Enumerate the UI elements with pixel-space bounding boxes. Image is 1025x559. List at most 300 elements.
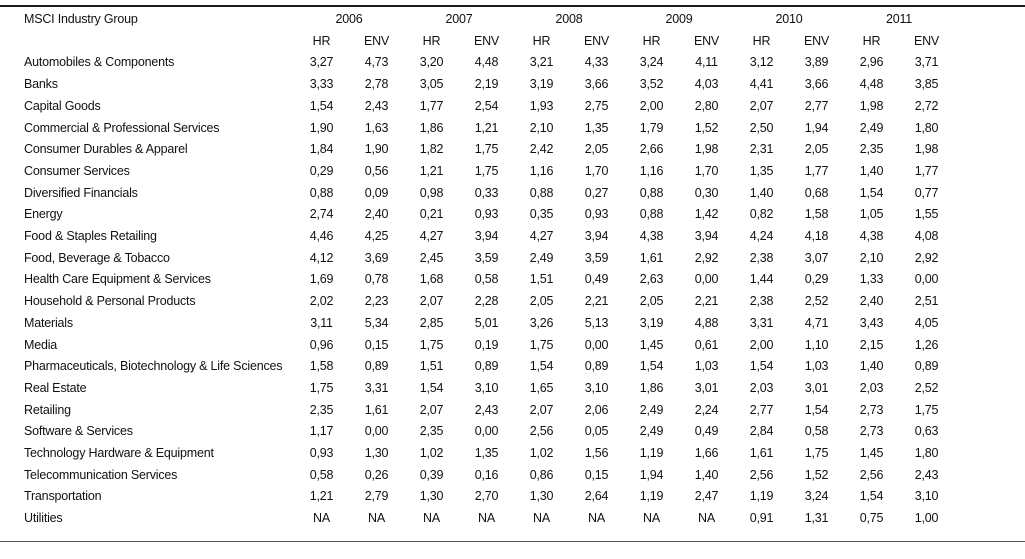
env-value-cell: 0,89 xyxy=(584,359,609,374)
hr-value-cell: 0,86 xyxy=(529,467,554,482)
hr-value-cell: 4,24 xyxy=(749,229,774,244)
hr-value-cell: 1,02 xyxy=(419,446,444,461)
hr-value-cell: 1,35 xyxy=(749,163,774,178)
table-row xyxy=(18,400,954,422)
industry-name: Pharmaceuticals, Biotechnology & Life Sciences xyxy=(24,359,283,374)
hr-value-cell: 1,30 xyxy=(419,489,444,504)
env-value-cell: NA xyxy=(588,511,605,526)
hr-value-cell: 4,27 xyxy=(419,229,444,244)
hr-value-cell: 1,54 xyxy=(859,489,884,504)
env-value-cell: 3,89 xyxy=(804,55,829,70)
env-value-cell: 3,59 xyxy=(474,250,499,265)
hr-value-cell: 3,31 xyxy=(749,315,774,330)
industry-name: Consumer Durables & Apparel xyxy=(24,142,188,157)
env-value-cell: 2,75 xyxy=(584,98,609,113)
env-value-cell: 3,01 xyxy=(804,380,829,395)
hr-value-cell: 3,33 xyxy=(309,77,334,92)
env-value-cell: 0,00 xyxy=(364,424,389,439)
env-value-cell: 2,24 xyxy=(694,402,719,417)
hr-value-cell: 3,11 xyxy=(310,315,333,330)
env-value-cell: NA xyxy=(368,511,385,526)
hr-value-cell: 2,74 xyxy=(309,207,334,222)
env-value-cell: 3,10 xyxy=(914,489,939,504)
industry-name: Telecommunication Services xyxy=(24,467,178,482)
hr-value-cell: 2,96 xyxy=(859,55,884,70)
env-value-cell: 2,47 xyxy=(694,489,719,504)
industry-name: Banks xyxy=(24,77,58,92)
hr-value-cell: 0,91 xyxy=(749,511,774,526)
env-value-cell: 2,77 xyxy=(804,98,829,113)
hr-value-cell: NA xyxy=(313,511,330,526)
env-value-cell: 1,61 xyxy=(364,402,389,417)
table-row xyxy=(18,508,954,530)
env-value-cell: 1,70 xyxy=(694,163,719,178)
env-value-cell: 2,28 xyxy=(474,294,499,309)
env-value-cell: 1,31 xyxy=(804,511,829,526)
env-value-cell: 2,40 xyxy=(364,207,389,222)
env-value-cell: 3,69 xyxy=(364,250,389,265)
hr-value-cell: 0,58 xyxy=(309,467,334,482)
hr-value-cell: 2,00 xyxy=(749,337,774,352)
hr-value-cell: 2,07 xyxy=(529,402,554,417)
hr-value-cell: 2,35 xyxy=(859,142,884,157)
hr-value-cell: 1,84 xyxy=(309,142,334,157)
env-value-cell: 2,43 xyxy=(364,98,389,113)
hr-value-cell: 0,88 xyxy=(639,207,664,222)
hr-value-cell: 3,12 xyxy=(749,55,774,70)
env-value-cell: NA xyxy=(698,511,715,526)
hr-value-cell: 2,38 xyxy=(749,250,774,265)
hr-value-cell: 1,19 xyxy=(749,489,774,504)
year-header: 2007 xyxy=(445,12,473,26)
hr-header: HR xyxy=(862,33,881,48)
hr-value-cell: 2,35 xyxy=(309,402,334,417)
empty-header-cell xyxy=(18,31,294,53)
hr-value-cell: 0,82 xyxy=(749,207,774,222)
env-value-cell: 2,05 xyxy=(584,142,609,157)
env-value-cell: 1,54 xyxy=(804,402,829,417)
hr-value-cell: 1,86 xyxy=(419,120,444,135)
hr-value-cell: 2,73 xyxy=(859,424,884,439)
hr-value-cell: 1,40 xyxy=(859,163,884,178)
env-value-cell: 1,10 xyxy=(804,337,829,352)
hr-value-cell: 2,38 xyxy=(749,294,774,309)
hr-value-cell: 2,10 xyxy=(859,250,884,265)
table-row xyxy=(18,269,954,291)
hr-value-cell: 1,05 xyxy=(859,207,884,222)
table-row xyxy=(18,291,954,313)
env-value-cell: 4,08 xyxy=(914,229,939,244)
hr-value-cell: 1,45 xyxy=(859,446,884,461)
hr-value-cell: 0,35 xyxy=(529,207,554,222)
year-header: 2010 xyxy=(775,12,803,26)
env-value-cell: 3,94 xyxy=(474,229,499,244)
hr-value-cell: 1,82 xyxy=(419,142,444,157)
env-value-cell: 0,49 xyxy=(584,272,609,287)
industry-name: Food & Staples Retailing xyxy=(24,229,157,244)
hr-value-cell: 1,86 xyxy=(639,380,664,395)
hr-value-cell: 0,88 xyxy=(639,185,664,200)
env-header: ENV xyxy=(473,33,500,48)
hr-value-cell: 2,84 xyxy=(749,424,774,439)
industry-name: Energy xyxy=(24,207,63,222)
hr-value-cell: NA xyxy=(533,511,550,526)
table-head xyxy=(18,9,954,52)
hr-value-cell: 2,07 xyxy=(419,294,444,309)
hr-value-cell: 2,56 xyxy=(749,467,774,482)
env-value-cell: 3,10 xyxy=(584,380,609,395)
hr-value-cell: 1,98 xyxy=(859,98,884,113)
env-value-cell: 1,40 xyxy=(694,467,719,482)
industry-name: Diversified Financials xyxy=(24,185,138,200)
env-value-cell: 1,00 xyxy=(914,511,939,526)
hr-value-cell: 0,88 xyxy=(309,185,334,200)
hr-value-cell: 3,27 xyxy=(309,55,334,70)
hr-value-cell: 4,27 xyxy=(529,229,554,244)
hr-value-cell: 1,54 xyxy=(309,98,334,113)
hr-value-cell: 1,54 xyxy=(859,185,884,200)
env-value-cell: 1,55 xyxy=(914,207,939,222)
env-value-cell: 4,05 xyxy=(914,315,939,330)
env-value-cell: 4,48 xyxy=(474,55,499,70)
env-value-cell: 1,98 xyxy=(694,142,719,157)
hr-value-cell: 2,03 xyxy=(749,380,774,395)
hr-value-cell: 3,19 xyxy=(639,315,664,330)
hr-value-cell: 1,94 xyxy=(639,467,664,482)
env-value-cell: 0,29 xyxy=(804,272,829,287)
env-value-cell: 1,58 xyxy=(804,207,829,222)
top-rule xyxy=(0,5,1025,7)
env-value-cell: 1,75 xyxy=(804,446,829,461)
hr-value-cell: 1,54 xyxy=(529,359,554,374)
hr-value-cell: 2,40 xyxy=(859,294,884,309)
hr-value-cell: 0,93 xyxy=(309,446,334,461)
env-value-cell: 0,00 xyxy=(914,272,939,287)
env-value-cell: 1,90 xyxy=(364,142,389,157)
hr-header: HR xyxy=(532,33,551,48)
env-value-cell: 0,33 xyxy=(474,185,499,200)
env-value-cell: 3,71 xyxy=(914,55,939,70)
env-value-cell: 3,31 xyxy=(364,380,389,395)
env-value-cell: 0,00 xyxy=(694,272,719,287)
hr-value-cell: 2,05 xyxy=(529,294,554,309)
industry-name: Media xyxy=(24,337,58,352)
hr-value-cell: 1,61 xyxy=(639,250,664,265)
industry-name: Materials xyxy=(24,315,73,330)
hr-value-cell: 2,56 xyxy=(859,467,884,482)
industry-name: Utilities xyxy=(24,511,63,526)
env-value-cell: 1,66 xyxy=(694,446,719,461)
hr-value-cell: 2,10 xyxy=(529,120,554,135)
hr-value-cell: NA xyxy=(643,511,660,526)
env-value-cell: 1,03 xyxy=(804,359,829,374)
env-value-cell: 2,92 xyxy=(694,250,719,265)
hr-value-cell: 2,03 xyxy=(859,380,884,395)
industry-name: Consumer Services xyxy=(24,163,130,178)
env-value-cell: 3,10 xyxy=(474,380,499,395)
hr-value-cell: 2,35 xyxy=(419,424,444,439)
hr-value-cell: 0,39 xyxy=(419,467,444,482)
env-value-cell: 2,21 xyxy=(584,294,609,309)
hr-value-cell: 1,19 xyxy=(639,489,664,504)
hr-value-cell: 1,61 xyxy=(749,446,774,461)
env-value-cell: 4,25 xyxy=(364,229,389,244)
env-value-cell: 2,21 xyxy=(694,294,719,309)
table-row xyxy=(18,183,954,205)
hr-header: HR xyxy=(422,33,441,48)
table-row xyxy=(18,378,954,400)
hr-value-cell: 1,93 xyxy=(529,98,554,113)
env-value-cell: 0,56 xyxy=(364,163,389,178)
env-value-cell: 0,68 xyxy=(804,185,829,200)
hr-value-cell: 2,00 xyxy=(639,98,664,113)
env-value-cell: 2,52 xyxy=(914,380,939,395)
hr-value-cell: 0,88 xyxy=(529,185,554,200)
env-value-cell: 2,72 xyxy=(914,98,939,113)
env-value-cell: 2,80 xyxy=(694,98,719,113)
env-value-cell: 0,00 xyxy=(584,337,609,352)
table-row xyxy=(18,118,954,140)
industry-name: Food, Beverage & Tobacco xyxy=(24,250,170,265)
hr-value-cell: 1,54 xyxy=(419,380,444,395)
env-value-cell: 2,43 xyxy=(914,467,939,482)
hr-value-cell: 1,33 xyxy=(859,272,884,287)
env-value-cell: 3,94 xyxy=(694,229,719,244)
env-value-cell: NA xyxy=(478,511,495,526)
table-row xyxy=(18,421,954,443)
table-row xyxy=(18,74,954,96)
env-value-cell: 2,51 xyxy=(914,294,939,309)
env-value-cell: 0,89 xyxy=(474,359,499,374)
hr-value-cell: 1,65 xyxy=(529,380,554,395)
hr-value-cell: 2,50 xyxy=(749,120,774,135)
hr-value-cell: 1,16 xyxy=(529,163,554,178)
env-value-cell: 1,56 xyxy=(584,446,609,461)
hr-value-cell: 2,15 xyxy=(859,337,884,352)
env-value-cell: 4,71 xyxy=(804,315,829,330)
hr-value-cell: 3,26 xyxy=(529,315,554,330)
env-value-cell: 1,03 xyxy=(694,359,719,374)
table-row xyxy=(18,335,954,357)
env-value-cell: 1,80 xyxy=(914,446,939,461)
hr-value-cell: 2,66 xyxy=(639,142,664,157)
industry-name: Automobiles & Components xyxy=(24,55,175,70)
group-header: MSCI Industry Group xyxy=(24,12,138,26)
env-value-cell: 1,42 xyxy=(694,207,719,222)
hr-value-cell: 1,68 xyxy=(419,272,444,287)
hr-value-cell: 1,21 xyxy=(309,489,334,504)
env-value-cell: 0,30 xyxy=(694,185,719,200)
hr-value-cell: 2,49 xyxy=(859,120,884,135)
env-value-cell: 1,80 xyxy=(914,120,939,135)
env-value-cell: 2,64 xyxy=(584,489,609,504)
env-value-cell: 1,35 xyxy=(584,120,609,135)
hr-value-cell: 2,07 xyxy=(419,402,444,417)
hr-value-cell: 4,38 xyxy=(859,229,884,244)
hr-value-cell: 1,58 xyxy=(309,359,334,374)
industry-name: Real Estate xyxy=(24,380,87,395)
hr-value-cell: 4,48 xyxy=(859,77,884,92)
env-value-cell: 2,70 xyxy=(474,489,499,504)
hr-header: HR xyxy=(642,33,661,48)
hr-value-cell: 0,96 xyxy=(309,337,334,352)
hr-value-cell: 2,07 xyxy=(749,98,774,113)
hr-value-cell: 3,52 xyxy=(639,77,664,92)
industry-name: Capital Goods xyxy=(24,98,101,113)
hr-value-cell: 2,63 xyxy=(639,272,664,287)
env-value-cell: 0,61 xyxy=(694,337,719,352)
hr-value-cell: 2,77 xyxy=(749,402,774,417)
hr-value-cell: 1,16 xyxy=(639,163,664,178)
hr-value-cell: 0,21 xyxy=(419,207,444,222)
hr-value-cell: 1,40 xyxy=(749,185,774,200)
env-value-cell: 1,98 xyxy=(914,142,939,157)
hr-value-cell: 4,41 xyxy=(749,77,774,92)
hr-value-cell: 3,19 xyxy=(529,77,554,92)
hr-value-cell: 0,98 xyxy=(419,185,444,200)
hr-value-cell: 1,51 xyxy=(529,272,554,287)
hr-value-cell: 2,42 xyxy=(529,142,554,157)
hr-value-cell: 1,45 xyxy=(639,337,664,352)
env-value-cell: 0,78 xyxy=(364,272,389,287)
hr-value-cell: 1,40 xyxy=(859,359,884,374)
hr-header: HR xyxy=(312,33,331,48)
table-row xyxy=(18,313,954,335)
hr-value-cell: 2,02 xyxy=(309,294,334,309)
year-header: 2008 xyxy=(555,12,583,26)
env-value-cell: 0,00 xyxy=(474,424,499,439)
table-row xyxy=(18,204,954,226)
env-value-cell: 0,16 xyxy=(474,467,499,482)
env-value-cell: 0,26 xyxy=(364,467,389,482)
env-value-cell: 0,77 xyxy=(914,185,939,200)
hr-value-cell: 2,05 xyxy=(639,294,664,309)
hr-value-cell: 3,05 xyxy=(419,77,444,92)
industry-name: Health Care Equipment & Services xyxy=(24,272,211,287)
hr-value-cell: 1,75 xyxy=(419,337,444,352)
industry-name: Household & Personal Products xyxy=(24,294,196,309)
hr-value-cell: 1,69 xyxy=(309,272,334,287)
table-row xyxy=(18,139,954,161)
env-value-cell: 3,85 xyxy=(914,77,939,92)
env-value-cell: 2,43 xyxy=(474,402,499,417)
env-value-cell: 0,15 xyxy=(364,337,389,352)
env-value-cell: 1,52 xyxy=(804,467,829,482)
env-value-cell: 2,52 xyxy=(804,294,829,309)
env-value-cell: 1,77 xyxy=(914,163,939,178)
env-value-cell: 2,78 xyxy=(364,77,389,92)
table-row xyxy=(18,356,954,378)
env-value-cell: 0,89 xyxy=(914,359,939,374)
hr-value-cell: 2,49 xyxy=(639,402,664,417)
env-value-cell: 3,01 xyxy=(694,380,719,395)
env-value-cell: 1,75 xyxy=(914,402,939,417)
hr-value-cell: 1,90 xyxy=(309,120,334,135)
hr-value-cell: NA xyxy=(423,511,440,526)
hr-value-cell: 3,24 xyxy=(639,55,664,70)
hr-value-cell: 0,75 xyxy=(859,511,884,526)
year-header: 2011 xyxy=(885,12,913,26)
env-value-cell: 0,58 xyxy=(804,424,829,439)
hr-value-cell: 2,73 xyxy=(859,402,884,417)
env-value-cell: 2,54 xyxy=(474,98,499,113)
env-value-cell: 1,75 xyxy=(474,142,499,157)
hr-value-cell: 2,85 xyxy=(419,315,444,330)
hr-value-cell: 1,17 xyxy=(309,424,334,439)
env-value-cell: 3,59 xyxy=(584,250,609,265)
env-value-cell: 3,07 xyxy=(804,250,829,265)
hr-value-cell: 3,21 xyxy=(529,55,554,70)
env-value-cell: 1,30 xyxy=(364,446,389,461)
env-value-cell: 5,01 xyxy=(474,315,499,330)
env-value-cell: 1,70 xyxy=(584,163,609,178)
env-value-cell: 2,06 xyxy=(584,402,609,417)
hr-value-cell: 0,29 xyxy=(309,163,334,178)
hr-value-cell: 1,54 xyxy=(639,359,664,374)
env-value-cell: 1,77 xyxy=(804,163,829,178)
industry-name: Software & Services xyxy=(24,424,133,439)
env-value-cell: 2,05 xyxy=(804,142,829,157)
industry-name: Transportation xyxy=(24,489,102,504)
industry-name: Retailing xyxy=(24,402,71,417)
env-value-cell: 0,93 xyxy=(474,207,499,222)
env-value-cell: 0,05 xyxy=(584,424,609,439)
year-header: 2009 xyxy=(665,12,693,26)
year-header-row xyxy=(18,9,954,31)
env-value-cell: 0,19 xyxy=(474,337,499,352)
table-row xyxy=(18,465,954,487)
env-value-cell: 3,24 xyxy=(804,489,829,504)
hr-value-cell: 3,20 xyxy=(419,55,444,70)
table-row xyxy=(18,443,954,465)
hr-value-cell: 1,54 xyxy=(749,359,774,374)
env-value-cell: 1,63 xyxy=(364,120,389,135)
table-row xyxy=(18,52,954,74)
env-value-cell: 1,75 xyxy=(474,163,499,178)
env-value-cell: 4,33 xyxy=(584,55,609,70)
env-value-cell: 4,18 xyxy=(804,229,829,244)
hr-value-cell: 3,43 xyxy=(859,315,884,330)
env-value-cell: 4,88 xyxy=(694,315,719,330)
env-value-cell: 5,13 xyxy=(584,315,609,330)
hr-value-cell: 1,75 xyxy=(309,380,334,395)
table-row xyxy=(18,226,954,248)
table-row xyxy=(18,96,954,118)
env-value-cell: 0,49 xyxy=(694,424,719,439)
hr-value-cell: 4,46 xyxy=(309,229,334,244)
table-row xyxy=(18,486,954,508)
year-header: 2006 xyxy=(335,12,363,26)
hr-value-cell: 1,21 xyxy=(419,163,444,178)
bottom-rule xyxy=(0,541,1025,542)
env-header: ENV xyxy=(913,33,940,48)
env-value-cell: 0,93 xyxy=(584,207,609,222)
env-value-cell: 1,26 xyxy=(914,337,939,352)
env-value-cell: 1,35 xyxy=(474,446,499,461)
env-header: ENV xyxy=(583,33,610,48)
hr-header: HR xyxy=(752,33,771,48)
hr-value-cell: 2,31 xyxy=(749,142,774,157)
env-value-cell: 0,89 xyxy=(364,359,389,374)
env-value-cell: 1,94 xyxy=(804,120,829,135)
hr-value-cell: 2,49 xyxy=(639,424,664,439)
hr-value-cell: 4,12 xyxy=(309,250,334,265)
env-value-cell: 2,92 xyxy=(914,250,939,265)
env-header: ENV xyxy=(363,33,390,48)
hr-value-cell: 2,45 xyxy=(419,250,444,265)
env-value-cell: 4,03 xyxy=(694,77,719,92)
env-value-cell: 2,19 xyxy=(474,77,499,92)
